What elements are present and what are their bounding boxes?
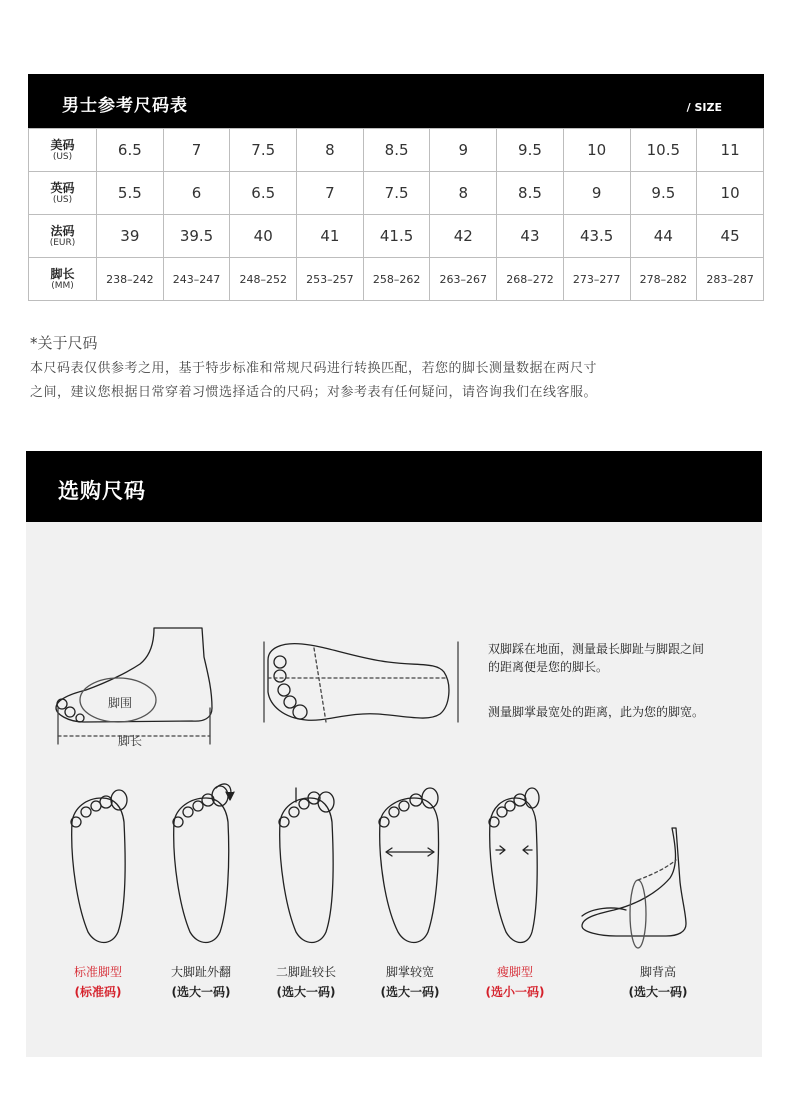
table-cell: 8.5 <box>497 172 564 215</box>
table-cell: 41.5 <box>363 215 430 258</box>
table-cell: 8 <box>430 172 497 215</box>
girth-label: 脚围 <box>108 696 133 710</box>
size-chart-header <box>28 74 764 128</box>
instruction-length: 双脚踩在地面，测量最长脚趾与脚跟之间 的距离便是您的脚长。 <box>488 642 705 674</box>
note-body <box>30 357 770 405</box>
foot-slim-illustration <box>489 788 539 943</box>
table-cell: 9.5 <box>497 129 564 172</box>
table-row <box>29 215 764 258</box>
note-line: 本尺码表仅供参考之用，基于特步标准和常规尺码进行转换匹配，若您的脚长测量数据在两尺寸 <box>30 361 598 376</box>
table-cell: 7 <box>297 172 364 215</box>
table-cell: 10 <box>563 129 630 172</box>
table-cell: 9 <box>563 172 630 215</box>
table-cell: 9 <box>430 129 497 172</box>
foot-high-instep-illustration <box>582 828 686 948</box>
table-row <box>29 129 764 172</box>
table-cell: 7.5 <box>230 129 297 172</box>
foot-type-label: 二脚趾较长 (选大一码) <box>275 965 336 999</box>
instruction-width: 测量脚掌最宽处的距离，此为您的脚宽。 <box>488 705 705 719</box>
table-cell: 42 <box>430 215 497 258</box>
row-header: 英码 (US) <box>29 172 97 215</box>
row-header: 美码 (US) <box>29 129 97 172</box>
length-label: 脚长 <box>118 734 143 748</box>
table-cell: 5.5 <box>97 172 164 215</box>
table-row <box>29 172 764 215</box>
foot-type-label: 脚掌较宽 (选大一码) <box>380 965 440 999</box>
table-cell: 278–282 <box>630 258 697 301</box>
table-cell: 43 <box>497 215 564 258</box>
buy-guide-header <box>26 451 762 522</box>
foot-side-view-illustration <box>56 628 212 744</box>
table-cell: 6.5 <box>230 172 297 215</box>
foot-type-label: 大脚趾外翻 (选大一码) <box>170 965 231 999</box>
table-cell: 40 <box>230 215 297 258</box>
foot-top-view-illustration <box>264 642 458 722</box>
table-cell: 253–257 <box>297 258 364 301</box>
note-line: 之间，建议您根据日常穿着习惯选择适合的尺码；对参考表有任何疑问，请咨询我们在线客服。 <box>30 385 598 400</box>
table-cell: 44 <box>630 215 697 258</box>
row-header: 脚长 (MM) <box>29 258 97 301</box>
table-cell: 41 <box>297 215 364 258</box>
foot-type-label: 脚背高 (选大一码) <box>628 965 688 999</box>
table-cell: 238–242 <box>97 258 164 301</box>
table-cell: 8.5 <box>363 129 430 172</box>
table-cell: 39 <box>97 215 164 258</box>
foot-standard-illustration <box>71 790 127 943</box>
table-cell: 10 <box>697 172 764 215</box>
foot-bunion-illustration <box>173 784 234 943</box>
foot-long-second-toe-illustration <box>279 788 334 943</box>
table-cell: 283–287 <box>697 258 764 301</box>
table-cell: 263–267 <box>430 258 497 301</box>
table-row <box>29 258 764 301</box>
table-cell: 7 <box>163 129 230 172</box>
table-cell: 8 <box>297 129 364 172</box>
buy-guide-title: 选购尺码 <box>58 479 146 503</box>
size-table <box>28 128 764 301</box>
table-cell: 6.5 <box>97 129 164 172</box>
table-cell: 243–247 <box>163 258 230 301</box>
table-cell: 273–277 <box>563 258 630 301</box>
table-cell: 248–252 <box>230 258 297 301</box>
row-header: 法码 (EUR) <box>29 215 97 258</box>
table-cell: 6 <box>163 172 230 215</box>
size-chart-title: 男士参考尺码表 <box>62 96 188 116</box>
table-cell: 11 <box>697 129 764 172</box>
table-cell: 43.5 <box>563 215 630 258</box>
table-cell: 268–272 <box>497 258 564 301</box>
buy-guide-panel <box>26 522 762 1057</box>
table-cell: 39.5 <box>163 215 230 258</box>
foot-type-label: 标准脚型 (标准码) <box>73 965 122 999</box>
foot-type-label: 瘦脚型 (选小一码) <box>485 965 545 999</box>
table-cell: 258–262 <box>363 258 430 301</box>
table-cell: 10.5 <box>630 129 697 172</box>
size-unit-label: / SIZE <box>686 101 722 114</box>
foot-wide-forefoot-illustration <box>379 788 439 943</box>
table-cell: 45 <box>697 215 764 258</box>
note-title: *关于尺码 <box>30 334 98 352</box>
table-cell: 9.5 <box>630 172 697 215</box>
table-cell: 7.5 <box>363 172 430 215</box>
size-note <box>30 333 770 405</box>
